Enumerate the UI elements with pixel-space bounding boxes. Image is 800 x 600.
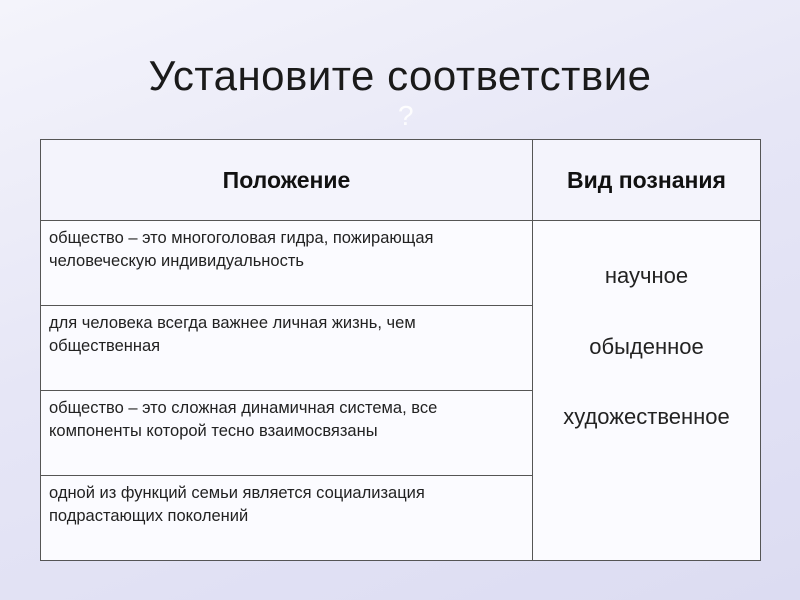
matching-table xyxy=(40,139,761,561)
kind-scientific: научное xyxy=(604,263,689,288)
header-statement: Положение xyxy=(41,140,533,221)
slide-title: Установите соответствие xyxy=(148,52,652,99)
kind-artistic: художественное xyxy=(563,404,730,429)
statement-2: для человека всегда важнее личная жизнь, чем общественная xyxy=(41,306,533,391)
table-row xyxy=(41,221,761,306)
header-kind: Вид познания xyxy=(533,140,761,221)
statement-3: общество – это сложная динамичная система, все компоненты которой тесно взаимосвязаны xyxy=(41,391,533,476)
statement-4: одной из функций семьи является социализация подрастающих поколений xyxy=(41,476,533,561)
question-mark: ? xyxy=(398,100,414,131)
kind-everyday: обыденное xyxy=(589,334,704,359)
table-header-row xyxy=(41,140,761,221)
statement-1: общество – это многоголовая гидра, пожирающая человеческую индивидуальность xyxy=(41,221,533,306)
kinds-cell xyxy=(533,221,761,561)
